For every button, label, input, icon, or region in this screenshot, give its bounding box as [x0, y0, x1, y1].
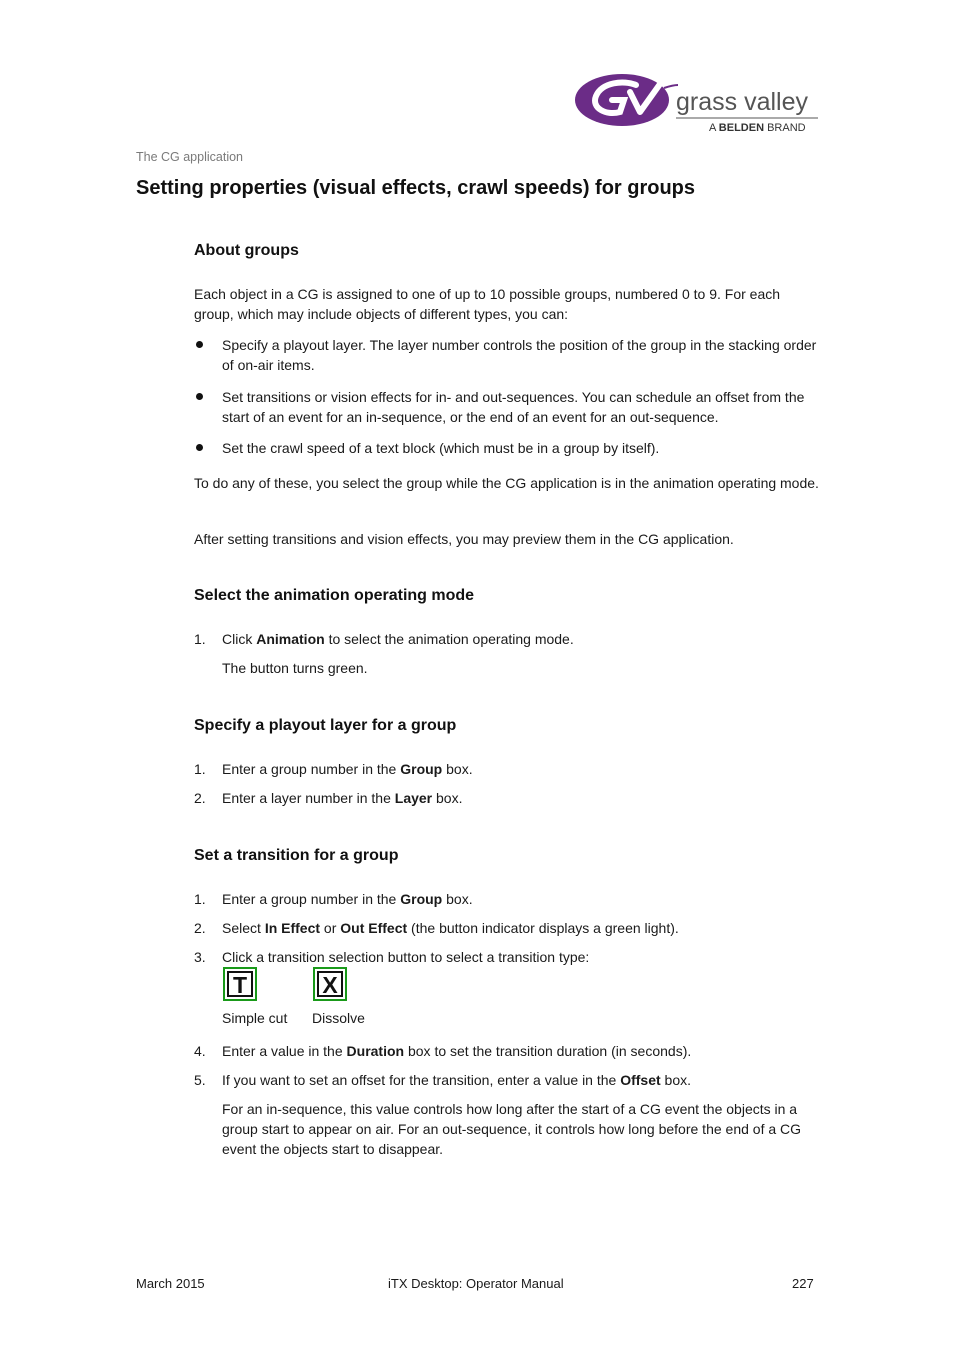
svg-text:X: X [322, 972, 338, 997]
transition-step-5: If you want to set an offset for the transition, enter a value in the Offset box. [222, 1072, 692, 1088]
layer-step-2: Enter a layer number in the Layer box. [222, 790, 463, 806]
step-number: 3. [194, 949, 206, 965]
heading-playout-layer: Specify a playout layer for a group [194, 717, 457, 734]
step-number: 2. [194, 920, 206, 936]
footer-page-number: 227 [792, 1276, 814, 1291]
animation-step-1: Click Animation to select the animation operating mode. [222, 631, 574, 647]
simple-cut-button[interactable] [223, 967, 257, 1001]
step-number: 1. [194, 761, 206, 777]
simple-cut-caption: Simple cut [222, 1010, 288, 1026]
svg-text:T: T [232, 972, 248, 997]
bullet-dot [196, 341, 203, 348]
about-intro: Each object in a CG is assigned to one of up to 10 possible groups, numbered 0 to 9. For each group, which may include objects of different types, you can: [194, 286, 781, 322]
step-number: 1. [194, 631, 206, 647]
step-number: 2. [194, 790, 206, 806]
transition-step-3: Click a transition selection button to select a transition type: [222, 949, 590, 965]
bullet-item: Specify a playout layer. The layer number controls the position of the group in the stacking order of on-air items. [222, 337, 817, 373]
transition-step-5-note: For an in-sequence, this value controls how long after the start of a CG event the objects in a group start to appear on air. For an out-sequence, it controls how long before the end of a CG event the objects start to disappear. [222, 1101, 802, 1157]
step-number: 4. [194, 1043, 206, 1059]
dissolve-button[interactable] [313, 967, 347, 1001]
page-title: Setting properties (visual effects, crawl speeds) for groups [136, 177, 696, 199]
about-para-3: After setting transitions and vision effects, you may preview them in the CG application. [194, 531, 734, 547]
heading-about-groups: About groups [194, 242, 299, 259]
svg-text:A BELDEN BRAND: A BELDEN BRAND [709, 122, 806, 134]
gv-emblem-icon [574, 72, 824, 134]
about-para-2: To do any of these, you select the group while the CG application is in the animation operating mode. [194, 475, 819, 491]
logo-wordmark: grass valley [676, 88, 808, 116]
footer-date: March 2015 [136, 1276, 205, 1291]
footer-manual-title: iTX Desktop: Operator Manual [388, 1276, 564, 1291]
bullet-item: Set transitions or vision effects for in- and out-sequences. You can schedule an offset from the start of an event for an in-sequence, or the end of an event for an out-sequence. [222, 389, 805, 425]
animation-step-1-note: The button turns green. [222, 660, 368, 676]
grass-valley-logo [574, 72, 824, 134]
heading-animation-mode: Select the animation operating mode [194, 587, 475, 604]
step-number: 1. [194, 891, 206, 907]
simple-cut-icon [227, 971, 253, 997]
transition-step-4: Enter a value in the Duration box to set the transition duration (in seconds). [222, 1043, 692, 1059]
bullet-dot [196, 393, 203, 400]
bullet-item: Set the crawl speed of a text block (which must be in a group by itself). [222, 440, 660, 456]
layer-step-1: Enter a group number in the Group box. [222, 761, 473, 777]
transition-step-2: Select In Effect or Out Effect (the button indicator displays a green light). [222, 920, 679, 936]
bullet-dot [196, 444, 203, 451]
step-number: 5. [194, 1072, 206, 1088]
heading-transition: Set a transition for a group [194, 847, 399, 864]
running-head: The CG application [136, 150, 244, 164]
dissolve-icon [317, 971, 343, 997]
dissolve-caption: Dissolve [312, 1010, 365, 1026]
transition-step-1: Enter a group number in the Group box. [222, 891, 473, 907]
